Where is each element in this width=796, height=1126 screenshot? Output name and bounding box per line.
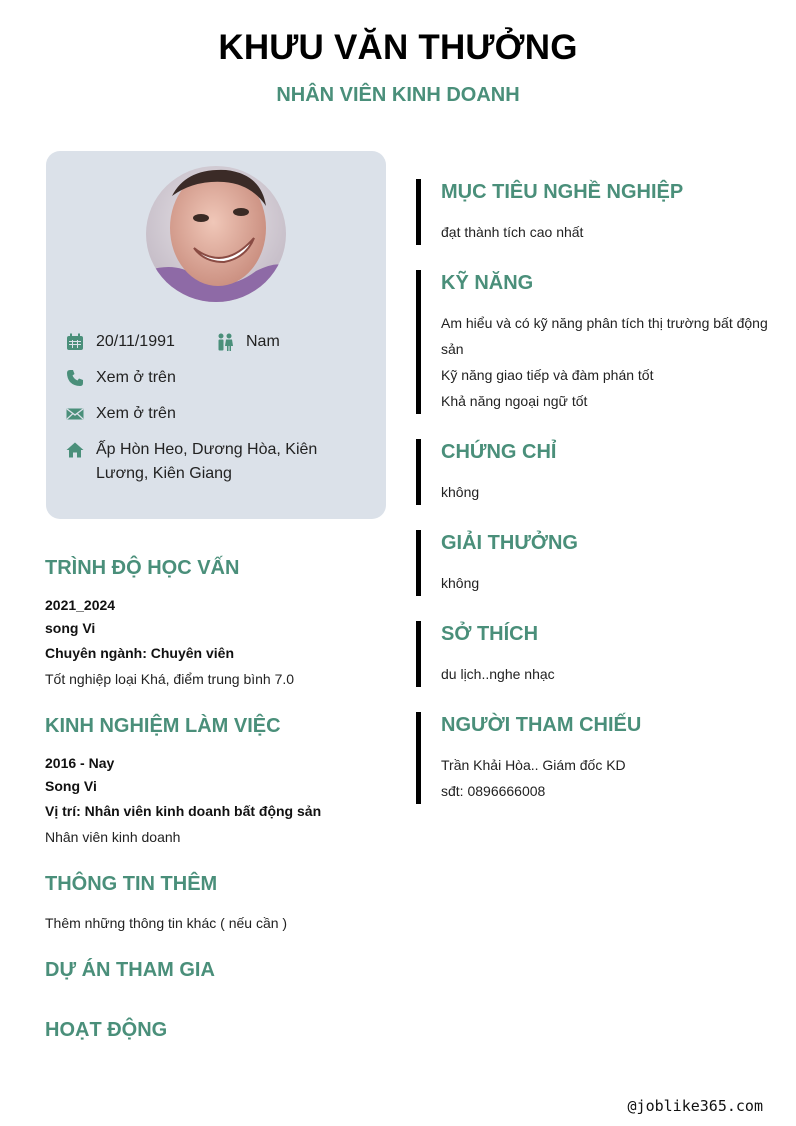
hobbies-text: du lịch..nghe nhạc	[441, 666, 555, 682]
section-bar	[416, 270, 421, 414]
additional-info-title: THÔNG TIN THÊM	[45, 873, 218, 895]
projects-title: DỰ ÁN THAM GIA	[45, 959, 215, 981]
job-title: NHÂN VIÊN KINH DOANH	[276, 84, 520, 106]
gender-row	[216, 330, 280, 354]
list-item: Am hiểu và có kỹ năng phân tích thị trường bất động sản	[441, 315, 768, 357]
certificates-section	[416, 439, 776, 505]
list-item: Khả năng ngoại ngữ tốt	[441, 393, 588, 409]
section-bar	[416, 621, 421, 687]
list-item: sđt: 0896666008	[441, 783, 546, 799]
phone-icon	[66, 366, 84, 390]
section-bar	[416, 179, 421, 245]
experience-period: 2016 - Nay	[45, 755, 115, 771]
skills-list	[441, 310, 771, 414]
experience-title: KINH NGHIỆM LÀM VIỆC	[45, 715, 281, 737]
additional-info-text: Thêm những thông tin khác ( nếu cần )	[45, 915, 288, 931]
hobbies-section	[416, 621, 776, 687]
list-item: Kỹ năng giao tiếp và đàm phán tốt	[441, 367, 654, 383]
email-row	[66, 402, 176, 426]
awards-section	[416, 530, 776, 596]
skills-title: KỸ NĂNG	[441, 272, 534, 294]
avatar-photo	[146, 166, 286, 302]
references-list	[441, 752, 771, 804]
gender-icon	[216, 330, 234, 354]
education-title: TRÌNH ĐỘ HỌC VẤN	[45, 557, 240, 579]
experience-company: Song Vi	[45, 778, 97, 794]
objective-title: MỤC TIÊU NGHỀ NGHIỆP	[441, 181, 684, 203]
contact-card	[46, 151, 386, 519]
education-school: song Vi	[45, 620, 96, 636]
objective-text: đạt thành tích cao nhất	[441, 224, 584, 240]
address-row	[66, 438, 366, 486]
education-major: Chuyên ngành: Chuyên viên	[45, 645, 235, 661]
birthday-value: 20/11/1991	[96, 333, 175, 350]
experience-description: Nhân viên kinh doanh	[45, 829, 181, 845]
birthday-row	[66, 330, 175, 354]
address-value: Ấp Hòn Heo, Dương Hòa, Kiên Lương, Kiên Giang	[96, 441, 318, 482]
awards-text: không	[441, 575, 480, 591]
references-title: NGƯỜI THAM CHIẾU	[441, 714, 642, 736]
section-bar	[416, 712, 421, 804]
email-value: Xem ở trên	[96, 405, 176, 422]
phone-value: Xem ở trên	[96, 369, 176, 386]
calendar-icon	[66, 330, 84, 354]
education-description: Tốt nghiệp loại Khá, điểm trung bình 7.0	[45, 671, 295, 687]
phone-row	[66, 366, 176, 390]
page-title: KHƯU VĂN THƯỞNG	[218, 28, 578, 67]
references-section	[416, 712, 776, 804]
skills-section	[416, 270, 776, 414]
gender-value: Nam	[246, 333, 280, 350]
home-icon	[66, 438, 84, 462]
watermark: @joblike365.com	[627, 1097, 763, 1115]
experience-position: Vị trí: Nhân viên kinh doanh bất động sản	[45, 803, 322, 819]
section-bar	[416, 530, 421, 596]
certificates-title: CHỨNG CHỈ	[441, 441, 557, 463]
activities-title: HOẠT ĐỘNG	[45, 1019, 168, 1041]
email-icon	[66, 402, 84, 426]
list-item: Trần Khải Hòa.. Giám đốc KD	[441, 757, 626, 773]
section-bar	[416, 439, 421, 505]
hobbies-title: SỞ THÍCH	[441, 623, 539, 645]
awards-title: GIẢI THƯỞNG	[441, 532, 578, 554]
certificates-text: không	[441, 484, 480, 500]
education-period: 2021_2024	[45, 597, 116, 613]
objective-section	[416, 179, 776, 245]
avatar	[146, 166, 286, 302]
